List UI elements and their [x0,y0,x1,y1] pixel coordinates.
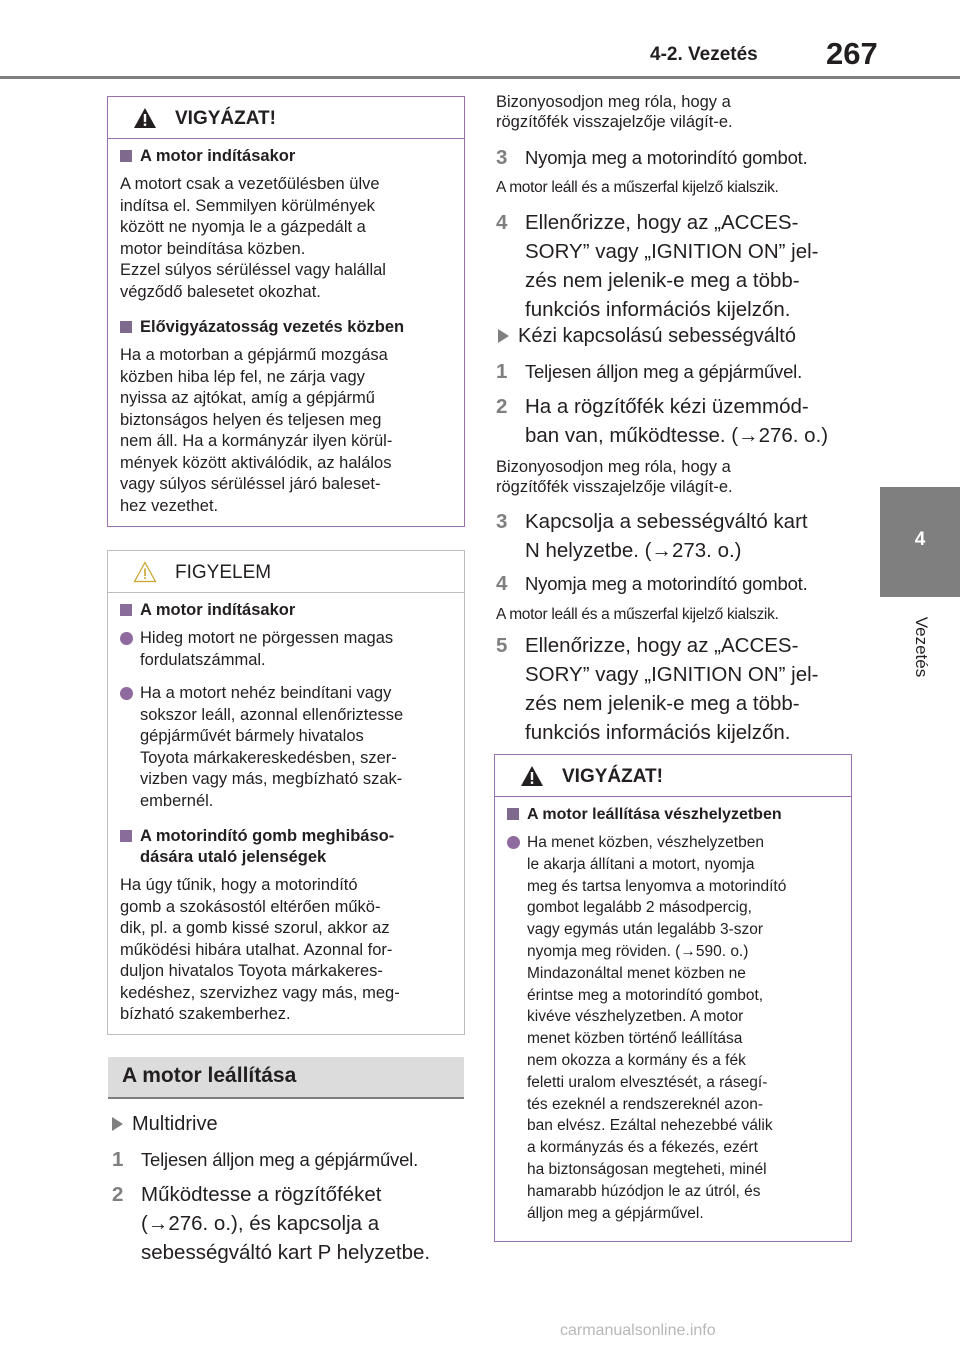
caution-triangle-icon [133,561,157,583]
warning-box-emergency [494,754,852,1242]
warning-box-header [108,97,464,139]
notice-bullet-cold-engine: Hideg motort ne pörgessen magas fordulatszámmal. [120,628,452,671]
notice-box [107,550,465,1035]
page-number: 267 [826,36,878,71]
notice-heading-start: A motor indításakor [120,600,452,621]
manual-step-4: 4 Nyomja meg a motorindító gombot. [496,572,808,595]
notice-paragraph-malfunction: Ha úgy tűnik, hogy a motorindító gomb a szokásostól eltérően műkö- dik, pl. a gomb kissé szorul, akkor az működési hibára utalhat. Azonnal for- duljon hivatalos Toyota márkakeres- kedéshez, szervizhez vagy más, meg- bízható szakemberhez. [120,876,400,1023]
note-engine-stops-1: A motor leáll és a műszerfal kijelző kialszik. [496,179,779,196]
warning-emergency-title: VIGYÁZAT! [562,766,663,787]
warning-heading-start: A motor indításakor [120,146,452,167]
note-brake-indicator-2: Bizonyosodjon meg róla, hogy a rögzítőfék visszajelzője világít-e. [496,458,733,496]
multidrive-step-1: 1 Teljesen álljon meg a gépjárművel. [112,1148,419,1171]
header-divider [0,76,960,79]
manual-step-5: 5 Ellenőrizze, hogy az „ACCES- SORY” vagy „IGNITION ON” jel- zés nem jelenik-e meg a több- funkciós információs kijelzőn. [496,634,819,744]
note-brake-indicator-1: Bizonyosodjon meg róla, hogy a rögzítőfék visszajelzője világít-e. [496,93,733,131]
manual-step-1: 1 Teljesen álljon meg a gépjárművel. [496,360,803,383]
notice-title: FIGYELEM [175,562,272,583]
chapter-number: 4 [914,529,926,550]
multidrive-step-4: 4 Ellenőrizze, hogy az „ACCES- SORY” vagy „IGNITION ON” jel- zés nem jelenik-e meg a több- funkciós információs kijelzőn. [496,211,819,321]
warning-triangle-icon [520,765,544,787]
warning-triangle-icon [133,107,157,129]
section-title: A motor leállítása [122,1064,297,1087]
notice-heading-malfunction: A motorindító gomb meghibáso- dására utaló jelenségek [120,826,452,868]
section-title-bar [108,1057,464,1099]
manual-step-3: 3 Kapcsolja a sebességváltó kart N helyzetbe. (→273. o.) [496,510,808,562]
note-engine-stops-2: A motor leáll és a műszerfal kijelző kialszik. [496,606,779,623]
section-header-label: 4-2. Vezetés [650,44,758,65]
chapter-tab [880,487,960,597]
warning-heading-driving: Elővigyázatosság vezetés közben [120,317,452,338]
notice-box-header [108,551,464,593]
multidrive-step-3: 3 Nyomja meg a motorindító gombot. [496,146,808,169]
multidrive-heading: Multidrive [110,1111,218,1137]
multidrive-step-2: 2 Működtesse a rögzítőféket (→276. o.), és kapcsolja a sebességváltó kart P helyzetbe. [112,1183,431,1264]
chapter-label-text: Vezetés [912,616,931,678]
chapter-label [891,604,951,690]
warning-box-emergency-header [495,755,851,797]
manual-transmission-heading: Kézi kapcsolású sebességváltó [496,323,796,349]
warning-bullet-emergency: Ha menet közben, vészhelyzetben le akarja állítani a motort, nyomja meg és tartsa lenyomva a motorindító gombot legalább 2 másodpercig, vagy egymás után legalább 3-szor nyomja meg röviden. (→590. o.) Mindazonáltal menet közben ne érintse meg a motorindító gombot, kivéve vészhelyzetben. A motor menet közben történő leállítása nem okozza a kormány és a fék feletti uralom elvesztését, a rásegí- tés ezeknél a rendszereknél azon- ban elvész. Ezáltal nehezebbé válik a kormányzás és a fékezés, ezért ha biztonságosan megteheti, minél hamarabb húzódjon le az útról, és álljon meg a gépjárművel. [507,832,839,1224]
manual-step-2: 2 Ha a rögzítőfék kézi üzemmód- ban van, működtesse. (→276. o.) [496,395,829,447]
watermark: carmanualsonline.info [560,1322,716,1339]
notice-bullet-hard-start: Ha a motort nehéz beindítani vagy sokszor leáll, azonnal ellenőriztesse gépjárművét bármely hivatalos Toyota márkakereskedésben, szer- vizben vagy más, megbízható szak- embernél. [120,683,452,812]
warning-paragraph-driving: Ha a motorban a gépjármű mozgása közben hiba lép fel, ne zárja vagy nyissa az ajtókat, amíg a gépjármű biztonságos helyen és teljesen meg nem áll. Ha a kormányzár ilyen körül- mények között aktiválódik, az halálos vagy súlyos sérüléssel járó baleset- hez vezethet. [120,346,393,515]
warning-title: VIGYÁZAT! [175,108,276,129]
warning-box-start [107,96,465,527]
warning-paragraph-start: A motort csak a vezetőülésben ülve indítsa el. Semmilyen körülmények között ne nyomja le a gázpedált a motor beindítása közben. Ezzel súlyos sérüléssel vagy halállal végződő balesetet okozhat. [120,175,386,301]
warning-heading-emergency: A motor leállítása vészhelyzetben [507,804,839,825]
